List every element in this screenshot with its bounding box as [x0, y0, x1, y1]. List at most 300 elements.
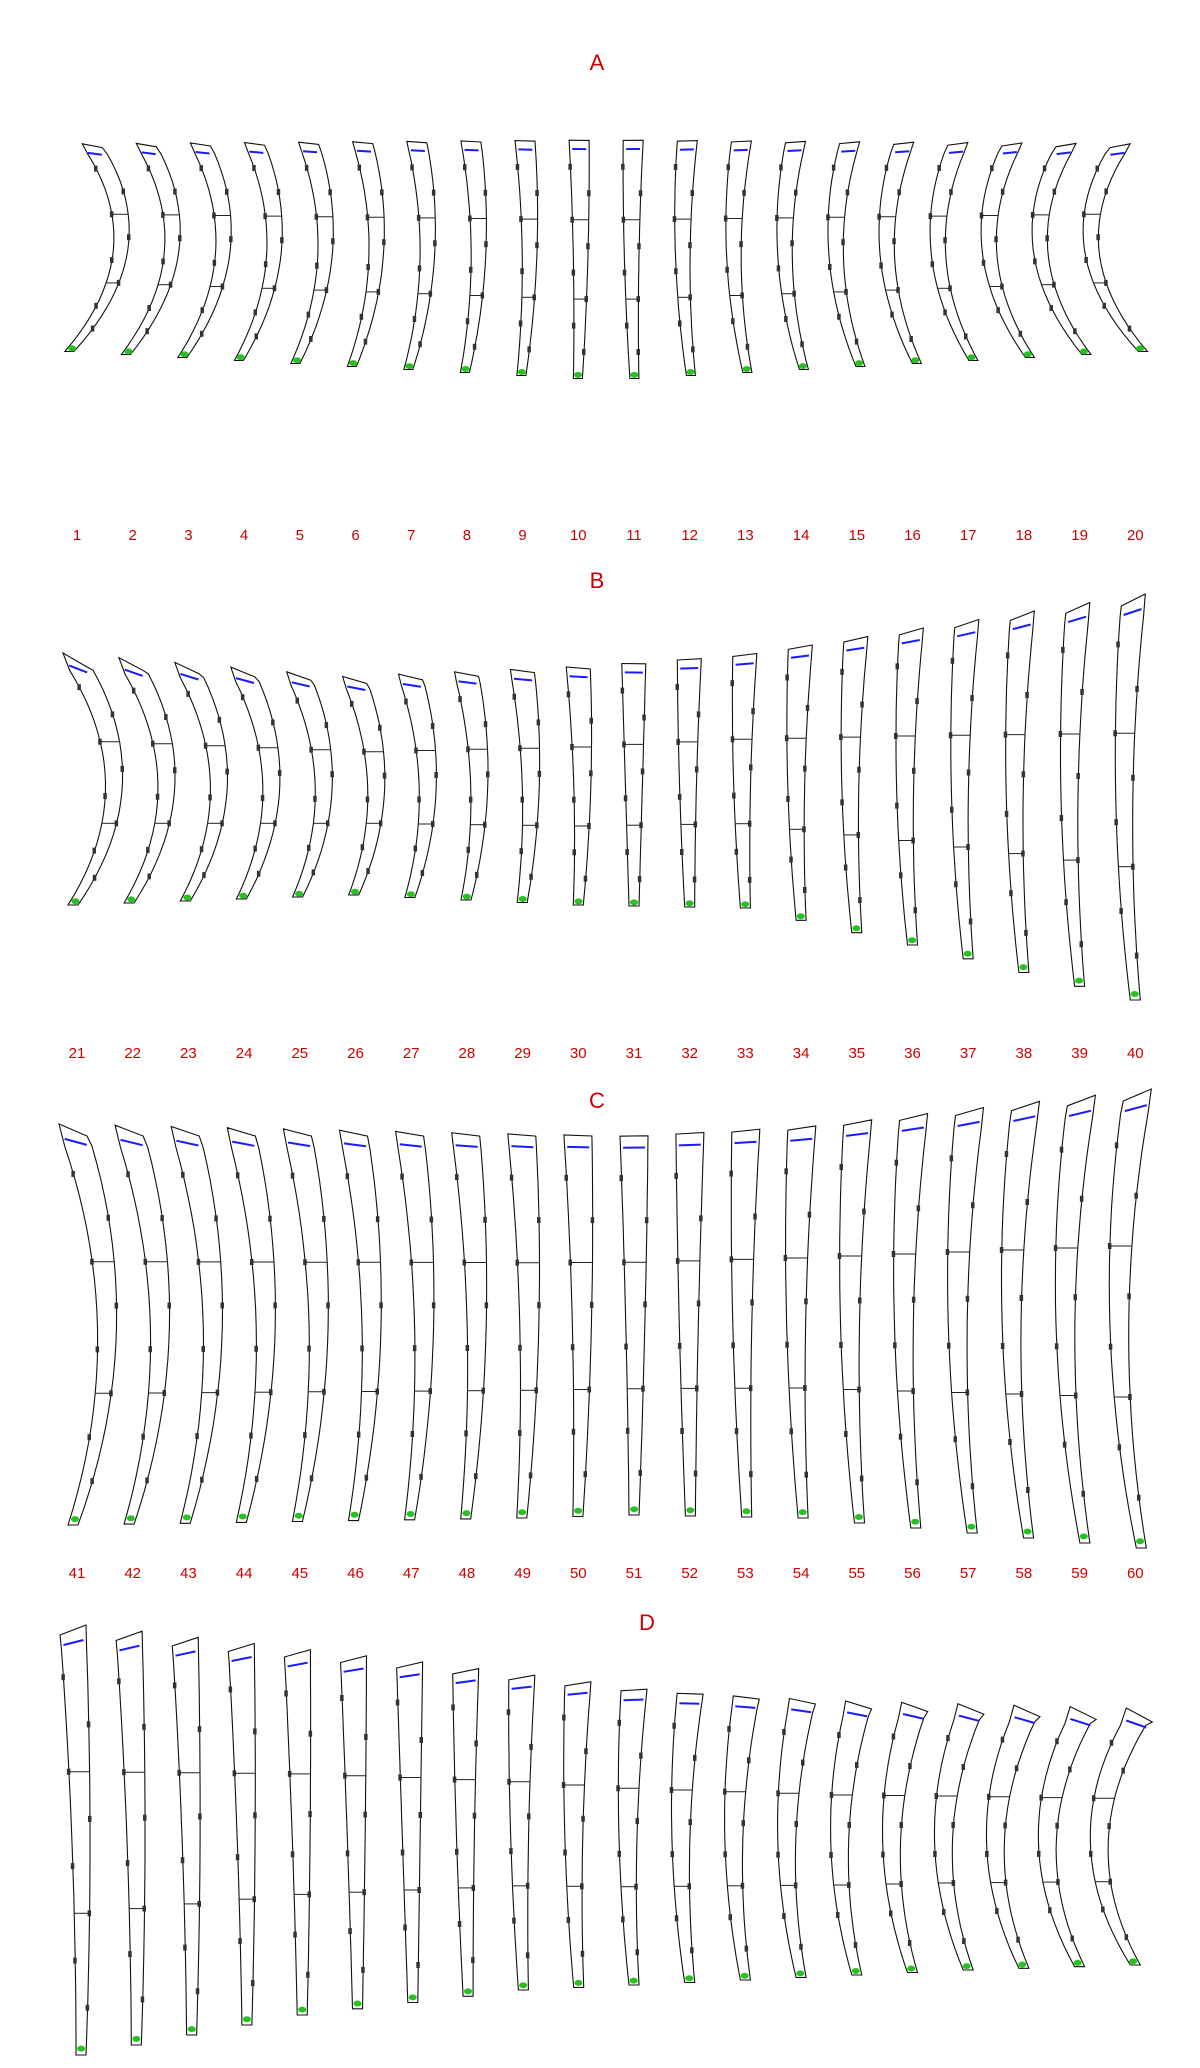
edge-notch [971, 1483, 975, 1489]
pattern-strip [451, 1669, 478, 1997]
top-marker [88, 153, 102, 155]
edge-notch [96, 1346, 100, 1352]
edge-notch [858, 897, 862, 903]
edge-notch [510, 1175, 514, 1181]
bottom-marker [575, 898, 583, 904]
edge-notch [794, 190, 798, 196]
edge-notch [638, 876, 642, 882]
edge-notch [421, 870, 425, 876]
edge-notch [236, 1172, 240, 1178]
strip-number-label: 42 [124, 1565, 142, 1582]
edge-notch [382, 239, 386, 245]
edge-notch [146, 847, 150, 853]
edge-notch [141, 1434, 145, 1440]
edge-notch [455, 1174, 459, 1180]
pattern-strip [455, 672, 490, 900]
strip-number-label: 20 [1126, 527, 1144, 544]
edge-notch [529, 1472, 533, 1478]
edge-notch [893, 1342, 897, 1348]
edge-notch [410, 164, 414, 170]
edge-notch [950, 1155, 954, 1161]
top-marker [790, 1139, 812, 1141]
pattern-strip [676, 659, 702, 907]
edge-notch [315, 263, 319, 269]
edge-notch [1109, 1344, 1113, 1350]
edge-notch [837, 314, 841, 320]
strip-number-label: 25 [291, 1045, 309, 1062]
top-marker [125, 670, 143, 676]
edge-notch [253, 846, 257, 852]
edge-notch [892, 238, 896, 244]
strip-outline [786, 1126, 816, 1518]
edge-notch [625, 323, 629, 329]
bottom-marker [574, 1980, 582, 1986]
pattern-strip [228, 1644, 256, 2026]
edge-notch [1055, 1343, 1059, 1349]
edge-notch [484, 241, 488, 247]
edge-notch [675, 1915, 679, 1921]
edge-notch [789, 857, 793, 863]
edge-notch [786, 796, 790, 802]
strip-outline [515, 141, 538, 376]
edge-notch [581, 1951, 585, 1957]
edge-notch [1125, 1934, 1129, 1940]
edge-notch [946, 1735, 950, 1741]
pattern-strip [65, 144, 131, 352]
bottom-marker [183, 895, 191, 901]
edge-notch [697, 1300, 701, 1306]
edge-notch [147, 165, 151, 171]
top-marker [344, 1669, 364, 1672]
edge-notch [642, 715, 646, 721]
edge-notch [895, 803, 899, 809]
edge-notch [751, 708, 755, 714]
edge-notch [145, 1477, 149, 1483]
pattern-strip [284, 1650, 312, 2015]
bottom-marker [630, 372, 638, 378]
strip-number-label: 47 [402, 1565, 420, 1582]
edge-notch [747, 1757, 751, 1763]
bottom-marker [687, 369, 695, 375]
bottom-marker [1080, 1533, 1088, 1539]
edge-notch [1127, 1293, 1131, 1299]
edge-notch [142, 1724, 146, 1730]
edge-notch [400, 1174, 404, 1180]
strip-outline [227, 1128, 275, 1523]
edge-notch [417, 797, 421, 803]
edge-notch [458, 1921, 462, 1927]
edge-notch [586, 243, 590, 249]
strip-outline [1109, 1089, 1151, 1548]
edge-notch [433, 240, 437, 246]
edge-notch [280, 237, 284, 243]
edge-notch [618, 1720, 622, 1726]
edge-notch [943, 309, 947, 315]
edge-notch [846, 189, 850, 195]
edge-notch [366, 868, 370, 874]
edge-notch [839, 1342, 843, 1348]
top-marker [957, 632, 975, 636]
edge-notch [949, 189, 953, 195]
edge-notch [942, 1909, 946, 1915]
edge-notch [636, 1949, 640, 1955]
edge-notch [518, 1345, 522, 1351]
edge-notch [507, 1709, 511, 1715]
edge-notch [303, 1432, 307, 1438]
edge-notch [475, 872, 479, 878]
strip-number-label: 8 [462, 527, 472, 544]
edge-notch [200, 1477, 204, 1483]
strip-number-label: 55 [848, 1565, 866, 1582]
top-marker [791, 656, 809, 658]
edge-notch [469, 267, 473, 273]
top-marker [232, 1142, 254, 1146]
edge-notch [678, 794, 682, 800]
row-a-numbers [73, 527, 1144, 544]
strip-number-label: 14 [792, 527, 810, 544]
edge-notch [691, 346, 695, 352]
edge-notch [931, 261, 935, 267]
edge-notch [181, 1172, 185, 1178]
edge-notch [735, 849, 739, 855]
edge-notch [455, 1849, 459, 1855]
strip-outline [1115, 594, 1145, 1000]
edge-notch [537, 1217, 541, 1223]
edge-notch [1084, 257, 1088, 263]
strip-number-label: 35 [848, 1045, 866, 1062]
edge-notch [680, 1428, 684, 1434]
bottom-marker [686, 1507, 694, 1513]
edge-notch [587, 190, 591, 196]
edge-notch [584, 1748, 588, 1754]
edge-notch [164, 714, 168, 720]
edge-notch [1037, 1851, 1041, 1857]
strip-number-label: 26 [347, 1045, 364, 1062]
bottom-marker [1129, 1958, 1137, 1964]
edge-notch [581, 1816, 585, 1822]
strip-number-label: 9 [518, 527, 527, 544]
edge-notch [1076, 773, 1080, 779]
pattern-strip [399, 674, 438, 897]
pattern-strip [1059, 603, 1090, 987]
edge-notch [572, 1429, 576, 1435]
strip-outline [620, 1136, 648, 1515]
strip-outline [618, 1689, 647, 1985]
edge-notch [213, 260, 217, 266]
edge-notch [750, 1299, 754, 1305]
edge-notch [466, 1345, 470, 1351]
bottom-marker [124, 348, 132, 354]
edge-notch [912, 768, 916, 774]
edge-notch [732, 793, 736, 799]
strip-outline [623, 140, 643, 378]
bottom-marker [1019, 964, 1027, 970]
edge-notch [401, 1850, 405, 1856]
top-marker [511, 1146, 533, 1147]
edge-notch [879, 263, 883, 269]
strip-number-label: 37 [959, 1045, 977, 1062]
bottom-marker [295, 891, 303, 897]
edge-notch [777, 265, 781, 271]
edge-notch [218, 717, 222, 723]
edge-notch [537, 1302, 541, 1308]
top-marker [734, 150, 748, 151]
bottom-marker [907, 1966, 915, 1972]
edge-notch [419, 1812, 423, 1818]
pattern-strip [396, 1131, 436, 1519]
top-marker [846, 648, 864, 651]
edge-notch [378, 725, 382, 731]
bottom-marker [462, 1510, 470, 1516]
pattern-strip [1037, 1707, 1096, 1967]
top-marker [64, 1640, 84, 1645]
strip-number-label: 49 [514, 1565, 531, 1582]
strip-outline [291, 142, 333, 363]
edge-notch [1063, 1442, 1067, 1448]
pattern-strip [877, 142, 921, 363]
edge-notch [590, 1302, 594, 1308]
strip-outline [1032, 143, 1091, 354]
edge-notch [1024, 930, 1028, 936]
strip-outline [1055, 1095, 1095, 1543]
edge-notch [471, 1957, 475, 1963]
edge-notch [896, 663, 900, 669]
edge-notch [128, 1951, 132, 1957]
edge-notch [572, 323, 576, 329]
edge-notch [432, 190, 436, 196]
bottom-marker [741, 901, 749, 907]
strip-number-label: 1 [72, 527, 82, 544]
edge-notch [366, 796, 370, 802]
edge-notch [785, 1342, 789, 1348]
edge-notch [126, 1860, 130, 1866]
top-marker [176, 1651, 196, 1655]
edge-notch [328, 189, 332, 195]
edge-notch [671, 1851, 675, 1857]
edge-notch [985, 1851, 989, 1857]
edge-notch [413, 1345, 417, 1351]
edge-notch [784, 316, 788, 322]
top-marker [902, 640, 920, 643]
row-a-strips [65, 140, 1148, 378]
top-marker [400, 1144, 422, 1146]
edge-notch [620, 1175, 624, 1181]
edge-notch [1096, 234, 1100, 240]
strip-outline [1006, 611, 1035, 973]
edge-notch [639, 190, 643, 196]
edge-notch [1107, 1823, 1111, 1829]
top-marker [176, 1141, 198, 1146]
pattern-strip [287, 672, 334, 897]
edge-notch [954, 881, 958, 887]
edge-notch [348, 1928, 352, 1934]
edge-notch [360, 1345, 364, 1351]
top-marker [232, 1657, 252, 1661]
strip-outline [564, 1135, 593, 1517]
edge-notch [71, 1171, 75, 1177]
strip-number-label: 18 [1015, 527, 1033, 544]
edge-notch [994, 236, 998, 242]
pattern-strip [562, 1682, 591, 1988]
edge-notch [1071, 1936, 1075, 1942]
top-marker [403, 684, 421, 687]
strip-outline [231, 667, 280, 899]
pattern-strip [620, 1136, 649, 1515]
bottom-marker [354, 2001, 362, 2007]
bottom-marker [1075, 978, 1083, 984]
strip-outline [60, 1625, 90, 2055]
top-marker [1013, 1116, 1035, 1121]
edge-notch [567, 691, 571, 697]
strip-outline [777, 141, 809, 369]
bottom-marker [181, 351, 189, 357]
edge-notch [678, 1343, 682, 1349]
bottom-marker [518, 1509, 526, 1515]
strip-outline [283, 1129, 328, 1522]
edge-notch [1074, 1294, 1078, 1300]
strip-number-label: 36 [904, 1045, 921, 1062]
edge-notch [695, 766, 699, 772]
bottom-marker [799, 1509, 807, 1515]
strip-outline [172, 1637, 200, 2035]
group-label-b: B [589, 568, 605, 593]
pattern-strip [515, 141, 539, 376]
edge-notch [680, 849, 684, 855]
edge-notch [582, 349, 586, 355]
edge-notch [538, 771, 542, 777]
pattern-strip [1000, 1101, 1040, 1538]
edge-notch [458, 696, 462, 702]
edge-notch [1026, 1199, 1030, 1205]
edge-notch [803, 887, 807, 893]
strip-outline [725, 1696, 760, 1980]
top-marker [624, 1700, 644, 1701]
edge-notch [840, 1164, 844, 1170]
bottom-marker [1074, 1960, 1082, 1966]
edge-notch [173, 1682, 177, 1688]
pattern-strip [731, 654, 757, 909]
strip-number-label: 52 [681, 1565, 699, 1582]
strip-number-label: 38 [1015, 1045, 1033, 1062]
bottom-marker [71, 898, 79, 904]
edge-notch [572, 270, 576, 276]
bottom-marker [351, 889, 359, 895]
bottom-marker [741, 1973, 749, 1979]
strip-number-label: 17 [959, 527, 977, 544]
strip-outline [951, 620, 979, 959]
strip-number-label: 28 [458, 1045, 476, 1062]
pattern-strip [59, 1124, 118, 1525]
row-d-strips [60, 1625, 1152, 2055]
edge-notch [699, 1215, 703, 1221]
strip-number-label: 21 [68, 1045, 86, 1062]
bottom-marker [132, 2036, 140, 2042]
strip-outline [65, 144, 129, 352]
pattern-strip [404, 141, 437, 369]
edge-notch [254, 309, 258, 315]
pattern-strip [621, 664, 646, 907]
top-marker [411, 150, 425, 151]
pattern-strip [121, 143, 181, 354]
pattern-strip [946, 1108, 984, 1534]
top-marker [236, 678, 254, 683]
edge-notch [895, 1160, 899, 1166]
edge-notch [411, 1431, 415, 1437]
strip-number-label: 33 [737, 1045, 754, 1062]
strip-number-label: 23 [180, 1045, 197, 1062]
edge-notch [1103, 303, 1107, 309]
pattern-strip [283, 1129, 329, 1522]
row-b-numbers [69, 1045, 1144, 1062]
edge-notch [168, 1303, 172, 1309]
edge-notch [748, 877, 752, 883]
edge-notch [836, 1912, 840, 1918]
edge-notch [1020, 1295, 1024, 1301]
bottom-marker [239, 1514, 247, 1520]
bottom-marker [237, 354, 245, 360]
edge-notch [1121, 1768, 1125, 1774]
edge-notch [618, 1851, 622, 1857]
pattern-strip [1031, 143, 1091, 354]
strip-outline [948, 1108, 984, 1534]
edge-notch [995, 1908, 999, 1914]
strip-outline [397, 1662, 423, 2003]
edge-notch [639, 1753, 643, 1759]
strip-number-label: 40 [1126, 1045, 1144, 1062]
pattern-strip [508, 1134, 541, 1518]
strip-number-label: 4 [239, 527, 249, 544]
edge-notch [678, 320, 682, 326]
top-marker [1125, 1105, 1147, 1111]
edge-notch [350, 701, 354, 707]
edge-notch [202, 872, 206, 878]
edge-notch [749, 1471, 753, 1477]
edge-notch [520, 268, 524, 274]
edge-notch [529, 1744, 533, 1750]
edge-notch [132, 688, 136, 694]
bottom-marker [1136, 1538, 1144, 1544]
bottom-marker [743, 366, 751, 372]
edge-notch [697, 711, 701, 717]
edge-notch [307, 1346, 311, 1352]
edge-notch [208, 794, 212, 800]
group-label-d: D [639, 1610, 655, 1635]
strip-number-label: 51 [625, 1565, 643, 1582]
edge-notch [676, 684, 680, 690]
top-marker [841, 151, 855, 152]
top-marker [459, 681, 477, 683]
edge-notch [358, 165, 362, 171]
edge-notch [309, 1731, 313, 1737]
top-marker [292, 682, 310, 686]
edge-notch [690, 1947, 694, 1953]
edge-notch [160, 1215, 164, 1221]
edge-notch [202, 1346, 206, 1352]
bottom-marker [519, 1982, 527, 1988]
strip-number-label: 27 [402, 1045, 420, 1062]
edge-notch [1135, 953, 1139, 959]
edge-notch [1055, 1823, 1059, 1829]
pattern-strip [785, 645, 812, 920]
edge-notch [795, 1821, 799, 1827]
top-marker [1003, 152, 1017, 154]
bottom-marker [743, 1508, 751, 1514]
edge-notch [255, 1476, 259, 1482]
edge-notch [183, 1945, 187, 1951]
edge-notch [790, 240, 794, 246]
edge-notch [727, 1726, 731, 1732]
edge-notch [198, 1726, 202, 1732]
